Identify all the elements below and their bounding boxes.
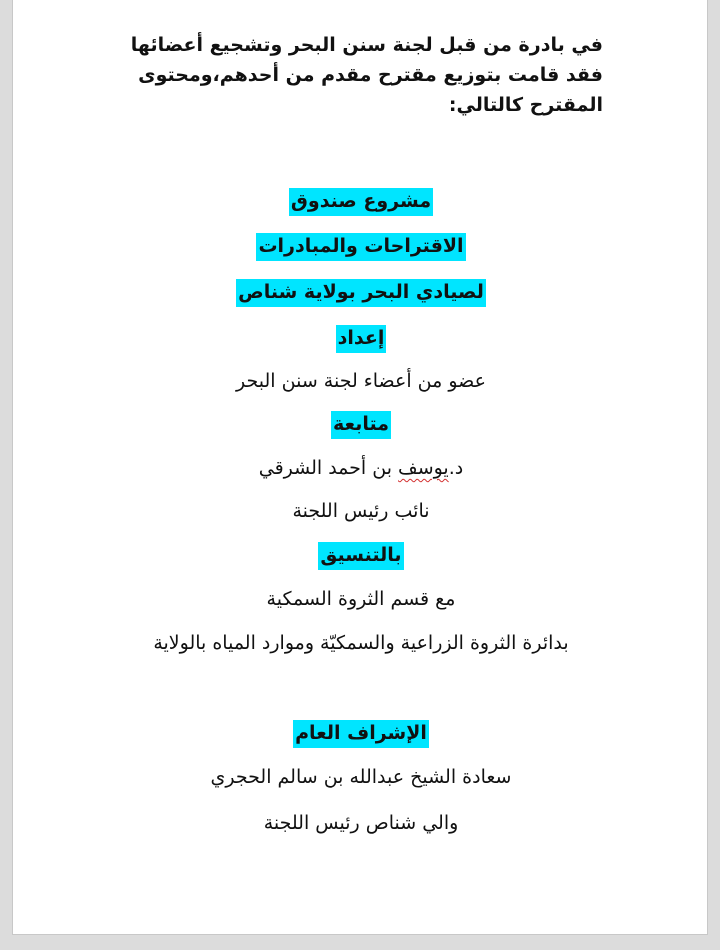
followup-name — [13, 457, 709, 479]
coordination-line-2: بدائرة الثروة الزراعية والسمكيّة وموارد المياه بالولاية — [153, 632, 569, 654]
preparation-heading: إعداد — [336, 325, 387, 353]
project-title-3: لصيادي البحر بولاية شناص — [236, 279, 486, 307]
supervision-role: والي شناص رئيس اللجنة — [263, 812, 459, 834]
preparation-heading-line — [13, 327, 709, 349]
followup-heading-line — [13, 413, 709, 435]
followup-name-prefix: د. — [448, 457, 464, 479]
coordination-heading-line — [13, 544, 709, 566]
project-title-line-3 — [13, 281, 709, 303]
followup-name-first: يوسف — [398, 457, 449, 479]
project-title-1: مشروع صندوق — [289, 188, 433, 216]
followup-name-rest: بن أحمد الشرقي — [258, 457, 399, 479]
project-title-line-2 — [13, 235, 709, 257]
supervision-heading: الإشراف العام — [293, 720, 429, 748]
supervision-name: سعادة الشيخ عبدالله بن سالم الحجري — [210, 766, 512, 788]
intro-paragraph: في بادرة من قبل لجنة سنن البحر وتشجيع أعضائها فقد قامت بتوزيع مقترح مقدم من أحدهم،ومحتوى المقترح كالتالي: — [130, 34, 603, 116]
document-page — [12, 0, 708, 935]
supervision-heading-line — [13, 722, 709, 744]
coordination-line-1: مع قسم الثروة السمكية — [266, 588, 456, 610]
project-title-2: الاقتراحات والمبادرات — [256, 233, 465, 261]
preparation-text: عضو من أعضاء لجنة سنن البحر — [236, 370, 486, 392]
followup-heading: متابعة — [331, 411, 391, 439]
followup-role: نائب رئيس اللجنة — [292, 500, 430, 522]
project-title-line-1 — [13, 190, 709, 212]
coordination-heading: بالتنسيق — [318, 542, 403, 570]
